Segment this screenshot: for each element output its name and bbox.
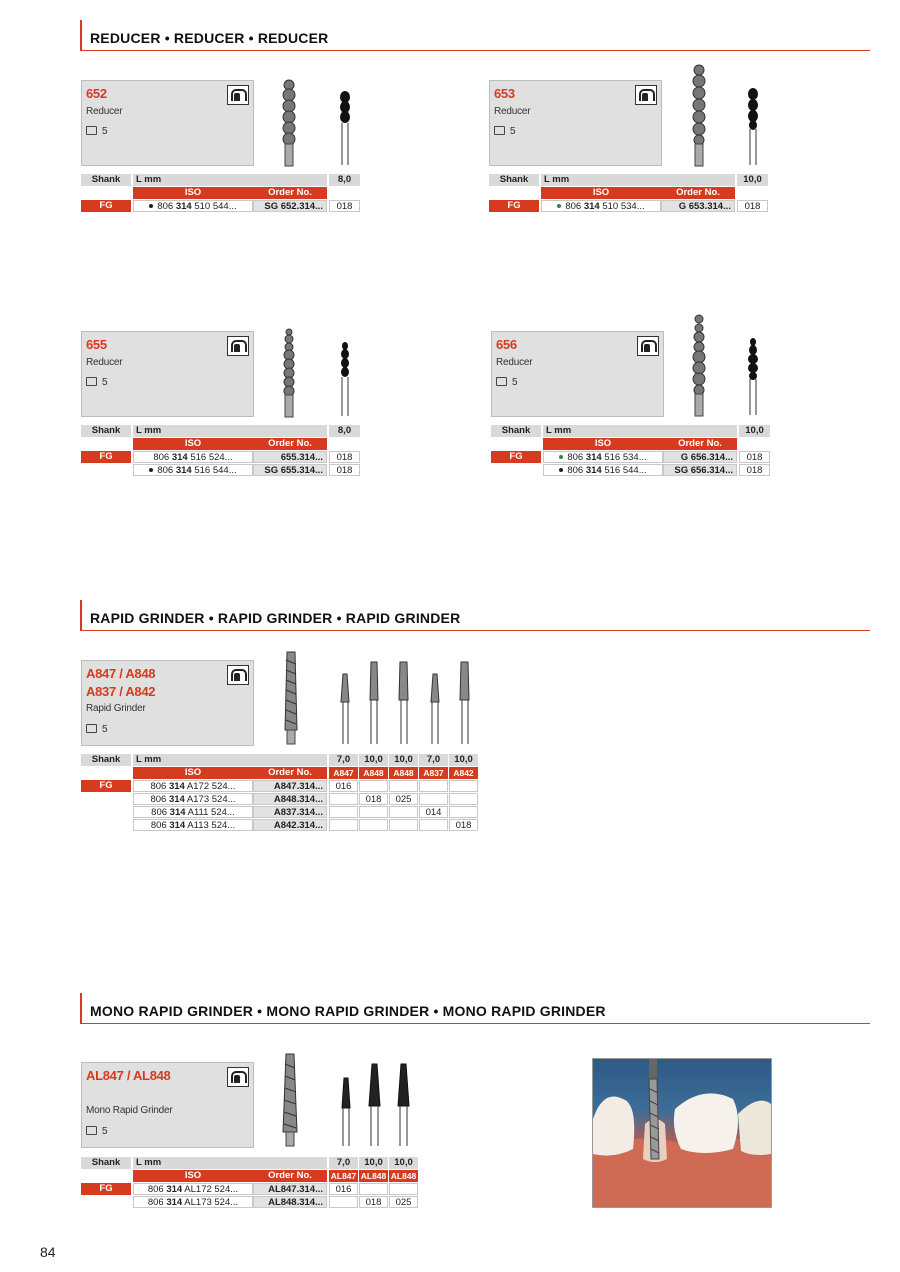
product-card-rapid-grinder	[81, 660, 254, 746]
iso-header: ISO	[133, 187, 253, 199]
product-code: 655	[86, 337, 107, 352]
section-header-rapid-grinder	[80, 600, 870, 631]
shank-label: Shank	[81, 1157, 131, 1169]
order-header: Order No.	[663, 438, 737, 450]
shank-type-fg: FG	[81, 200, 131, 212]
size-value: 018	[449, 819, 478, 831]
size-value	[329, 806, 358, 818]
iso-number: 806 314 516 524...	[133, 451, 253, 463]
availability-dot	[149, 468, 153, 472]
size-value: 018	[329, 200, 360, 212]
size-value: 018	[739, 464, 770, 476]
shank-type-fg: FG	[81, 1183, 131, 1195]
iso-number: 806 314 510 534...	[541, 200, 661, 212]
availability-dot	[557, 204, 561, 208]
bur-image-656	[683, 312, 773, 418]
product-code: A847 / A848	[86, 666, 156, 681]
shank-label: Shank	[81, 174, 131, 186]
order-number: SG 652.314...	[253, 200, 327, 212]
size-value	[419, 819, 448, 831]
size-column-header: AL847	[330, 1171, 357, 1181]
iso-header: ISO	[133, 438, 253, 450]
order-number: SG 655.314...	[253, 464, 327, 476]
pack-icon	[496, 377, 507, 386]
size-column-header: AL848	[390, 1171, 417, 1181]
size-value	[449, 806, 478, 818]
lmm-label: L mm	[133, 174, 327, 186]
pack-quantity: 5	[86, 376, 108, 388]
product-card-656	[491, 331, 664, 417]
iso-number: 806 314 A173 524...	[133, 793, 253, 805]
iso-header: ISO	[541, 187, 661, 199]
shank-type-fg: FG	[81, 451, 131, 463]
order-number: AL847.314...	[253, 1183, 327, 1195]
iso-header: ISO	[133, 767, 253, 779]
iso-number: 806 314 AL172 524...	[133, 1183, 253, 1195]
size-value	[359, 819, 388, 831]
size-value	[389, 819, 418, 831]
order-number: A837.314...	[253, 806, 327, 818]
crown-prep-icon	[227, 665, 249, 685]
page-number: 84	[40, 1244, 56, 1260]
order-header: Order No.	[253, 187, 327, 199]
iso-number: 806 314 516 544...	[133, 464, 253, 476]
section-header-reducer	[80, 20, 870, 51]
product-code: 653	[494, 86, 515, 101]
lmm-label: L mm	[133, 1157, 327, 1169]
pack-quantity: 5	[86, 125, 108, 137]
order-number: G 653.314...	[661, 200, 735, 212]
size-value: 014	[419, 806, 448, 818]
length-value: 7,0	[329, 1157, 358, 1169]
product-desc: Rapid Grinder	[86, 703, 146, 714]
product-code: A837 / A842	[86, 684, 156, 699]
shank-label: Shank	[489, 174, 539, 186]
length-value: 10,0	[359, 1157, 388, 1169]
size-value	[359, 780, 388, 792]
pack-icon	[86, 126, 97, 135]
iso-number: 806 314 AL173 524...	[133, 1196, 253, 1208]
shank-label: Shank	[81, 754, 131, 766]
lmm-label: L mm	[541, 174, 735, 186]
product-desc: Reducer	[86, 357, 123, 368]
size-value: 018	[359, 793, 388, 805]
crown-prep-icon	[635, 85, 657, 105]
order-number: A848.314...	[253, 793, 327, 805]
order-number: G 656.314...	[663, 451, 737, 463]
size-column-header: A837	[419, 767, 448, 779]
shank-type-fg: FG	[489, 200, 539, 212]
size-value	[449, 793, 478, 805]
pack-icon	[86, 377, 97, 386]
product-card-mono-rapid-grinder	[81, 1062, 254, 1148]
product-code: AL847 / AL848	[86, 1068, 171, 1083]
order-number: A842.314...	[253, 819, 327, 831]
iso-number: 806 314 516 544...	[543, 464, 663, 476]
iso-header: ISO	[543, 438, 663, 450]
iso-number: 806 314 A113 524...	[133, 819, 253, 831]
size-column-header: A848	[389, 767, 418, 779]
pack-quantity: 5	[494, 125, 516, 137]
shank-label: Shank	[81, 425, 131, 437]
size-value: 025	[389, 1196, 418, 1208]
size-value	[389, 780, 418, 792]
crown-prep-icon	[227, 1067, 249, 1087]
order-header: Order No.	[661, 187, 735, 199]
size-value: 018	[329, 464, 360, 476]
size-column-header: A842	[449, 767, 478, 779]
lmm-label: L mm	[133, 425, 327, 437]
shank-type-fg: FG	[491, 451, 541, 463]
crown-prep-icon	[227, 85, 249, 105]
order-number: AL848.314...	[253, 1196, 327, 1208]
length-value: 8,0	[329, 174, 360, 186]
size-value: 018	[359, 1196, 388, 1208]
section-header-mono-rapid-grinder	[80, 993, 870, 1024]
size-value	[389, 1183, 418, 1195]
lmm-label: L mm	[543, 425, 737, 437]
crown-prep-icon	[637, 336, 659, 356]
size-value: 018	[737, 200, 768, 212]
product-code: 652	[86, 86, 107, 101]
order-header: Order No.	[253, 1170, 327, 1182]
size-value: 025	[389, 793, 418, 805]
availability-dot	[559, 468, 563, 472]
section-title: REDUCER • REDUCER • REDUCER	[90, 30, 329, 46]
iso-number: 806 314 A172 524...	[133, 780, 253, 792]
length-value: 7,0	[419, 754, 448, 766]
pack-quantity: 5	[86, 723, 108, 735]
size-value	[329, 793, 358, 805]
size-value	[389, 806, 418, 818]
product-desc: Reducer	[86, 106, 123, 117]
iso-number: 806 314 A111 524...	[133, 806, 253, 818]
length-value: 10,0	[359, 754, 388, 766]
size-value	[329, 819, 358, 831]
order-number: 655.314...	[253, 451, 327, 463]
shank-label: Shank	[491, 425, 541, 437]
pack-icon	[86, 724, 97, 733]
length-value: 7,0	[329, 754, 358, 766]
product-desc: Mono Rapid Grinder	[86, 1105, 173, 1116]
iso-number: 806 314 510 544...	[133, 200, 253, 212]
bur-images-rapid-grinder	[275, 650, 480, 746]
size-value	[359, 1183, 388, 1195]
length-value: 10,0	[737, 174, 768, 186]
availability-dot	[559, 455, 563, 459]
size-value	[449, 780, 478, 792]
length-value: 10,0	[449, 754, 478, 766]
size-column-header: AL848	[360, 1171, 387, 1181]
product-desc: Reducer	[494, 106, 531, 117]
product-card-653	[489, 80, 662, 166]
bur-images-mono-rapid-grinder	[275, 1052, 425, 1148]
order-header: Order No.	[253, 767, 327, 779]
length-value: 8,0	[329, 425, 360, 437]
product-desc: Reducer	[496, 357, 533, 368]
product-card-655	[81, 331, 254, 417]
size-column-header: A848	[359, 767, 388, 779]
bur-image-655	[275, 324, 365, 419]
size-value: 018	[329, 451, 360, 463]
size-value	[359, 806, 388, 818]
size-value	[329, 1196, 358, 1208]
size-value	[419, 780, 448, 792]
length-value: 10,0	[389, 754, 418, 766]
pack-icon	[494, 126, 505, 135]
order-header: Order No.	[253, 438, 327, 450]
size-value: 016	[329, 780, 358, 792]
size-column-header: A847	[329, 767, 358, 779]
size-value: 016	[329, 1183, 358, 1195]
clinical-photo	[592, 1058, 772, 1208]
bur-image-652	[275, 73, 365, 168]
iso-header: ISO	[133, 1170, 253, 1182]
shank-type-fg: FG	[81, 780, 131, 792]
bur-image-653	[683, 62, 773, 168]
order-number: SG 656.314...	[663, 464, 737, 476]
length-value: 10,0	[389, 1157, 418, 1169]
pack-icon	[86, 1126, 97, 1135]
product-card-652	[81, 80, 254, 166]
size-value: 018	[739, 451, 770, 463]
iso-number: 806 314 516 534...	[543, 451, 663, 463]
size-value	[419, 793, 448, 805]
pack-quantity: 5	[496, 376, 518, 388]
product-code: 656	[496, 337, 517, 352]
availability-dot	[149, 204, 153, 208]
lmm-label: L mm	[133, 754, 327, 766]
section-title: MONO RAPID GRINDER • MONO RAPID GRINDER • MONO RAPID GRINDER	[90, 1003, 606, 1019]
section-title: RAPID GRINDER • RAPID GRINDER • RAPID GRINDER	[90, 610, 461, 626]
order-number: A847.314...	[253, 780, 327, 792]
pack-quantity: 5	[86, 1125, 108, 1137]
crown-prep-icon	[227, 336, 249, 356]
length-value: 10,0	[739, 425, 770, 437]
